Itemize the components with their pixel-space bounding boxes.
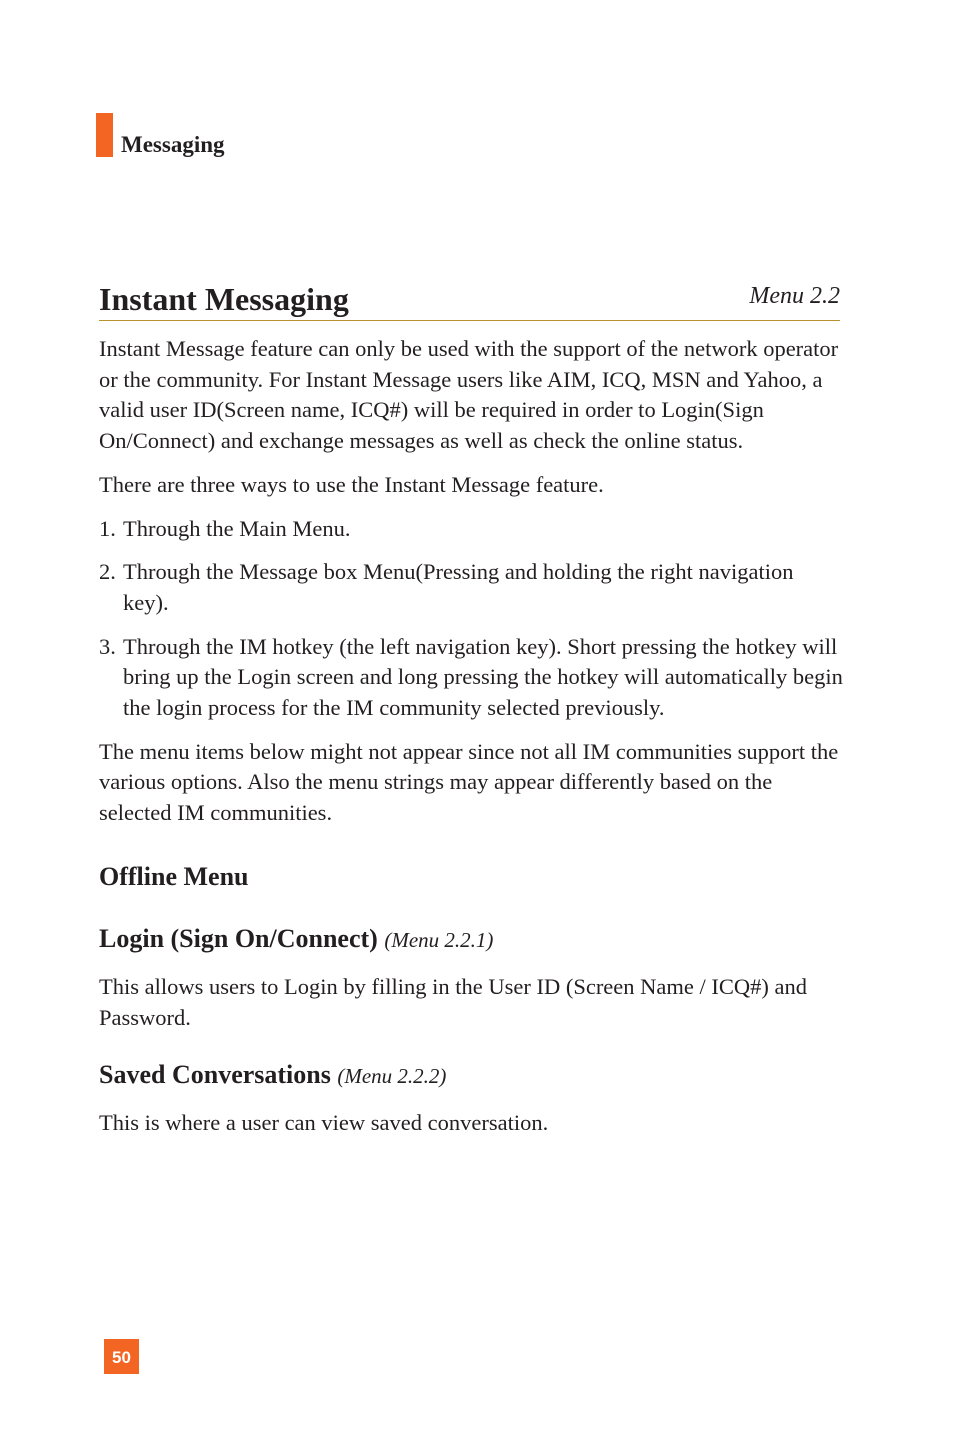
login-heading-text: Login (Sign On/Connect): [99, 923, 378, 953]
section-label: Messaging: [121, 132, 225, 157]
section-marker: [96, 113, 113, 157]
title-menu-ref: Menu 2.2: [749, 283, 840, 309]
list-item-number: 1.: [99, 515, 116, 541]
list-item: [99, 514, 844, 545]
login-menu-ref: (Menu 2.2.1): [384, 927, 494, 952]
intro-paragraph: Instant Message feature can only be used with the support of the network operator or the community. For Instant Message users like AIM, ICQ, MSN and Yahoo, a valid user ID(Screen name, ICQ#) will be required in order to Login(Sign On/Connect) and exchange messages as well as check the online status.: [99, 336, 839, 454]
saved-heading-text: Saved Conversations: [99, 1060, 331, 1090]
list-item: [99, 632, 844, 724]
page-number: 50: [104, 1339, 139, 1374]
note-paragraph: The menu items below might not appear since not all IM communities support the various options. Also the menu strings may appear differently based on the selected IM communities.: [99, 738, 839, 826]
offline-menu-heading: Offline Menu: [99, 861, 249, 891]
login-heading: [99, 923, 844, 956]
saved-description: This is where a user can view saved conversation.: [99, 1110, 549, 1136]
list-item-number: 2.: [99, 559, 116, 585]
saved-conversations-heading: [99, 1059, 844, 1092]
ways-intro: There are three ways to use the Instant Message feature.: [99, 471, 604, 497]
content: [99, 334, 844, 1152]
title-row: [99, 276, 840, 321]
login-description: This allows users to Login by filling in the User ID (Screen Name / ICQ#) and Password.: [99, 973, 807, 1030]
list-item-number: 3.: [99, 633, 116, 659]
list-item-text: Through the Message box Menu(Pressing and holding the right navigation key).: [123, 559, 794, 615]
page-title: Instant Messaging: [99, 281, 349, 317]
list-item-text: Through the Main Menu.: [123, 515, 351, 541]
list-item-text: Through the IM hotkey (the left navigation key). Short pressing the hotkey will bring up the Login screen and long pressing the hotkey will automatically begin the login process for the IM community selected previously.: [123, 633, 843, 721]
ways-list: [99, 514, 844, 724]
list-item: [99, 557, 844, 618]
saved-menu-ref: (Menu 2.2.2): [337, 1064, 447, 1089]
